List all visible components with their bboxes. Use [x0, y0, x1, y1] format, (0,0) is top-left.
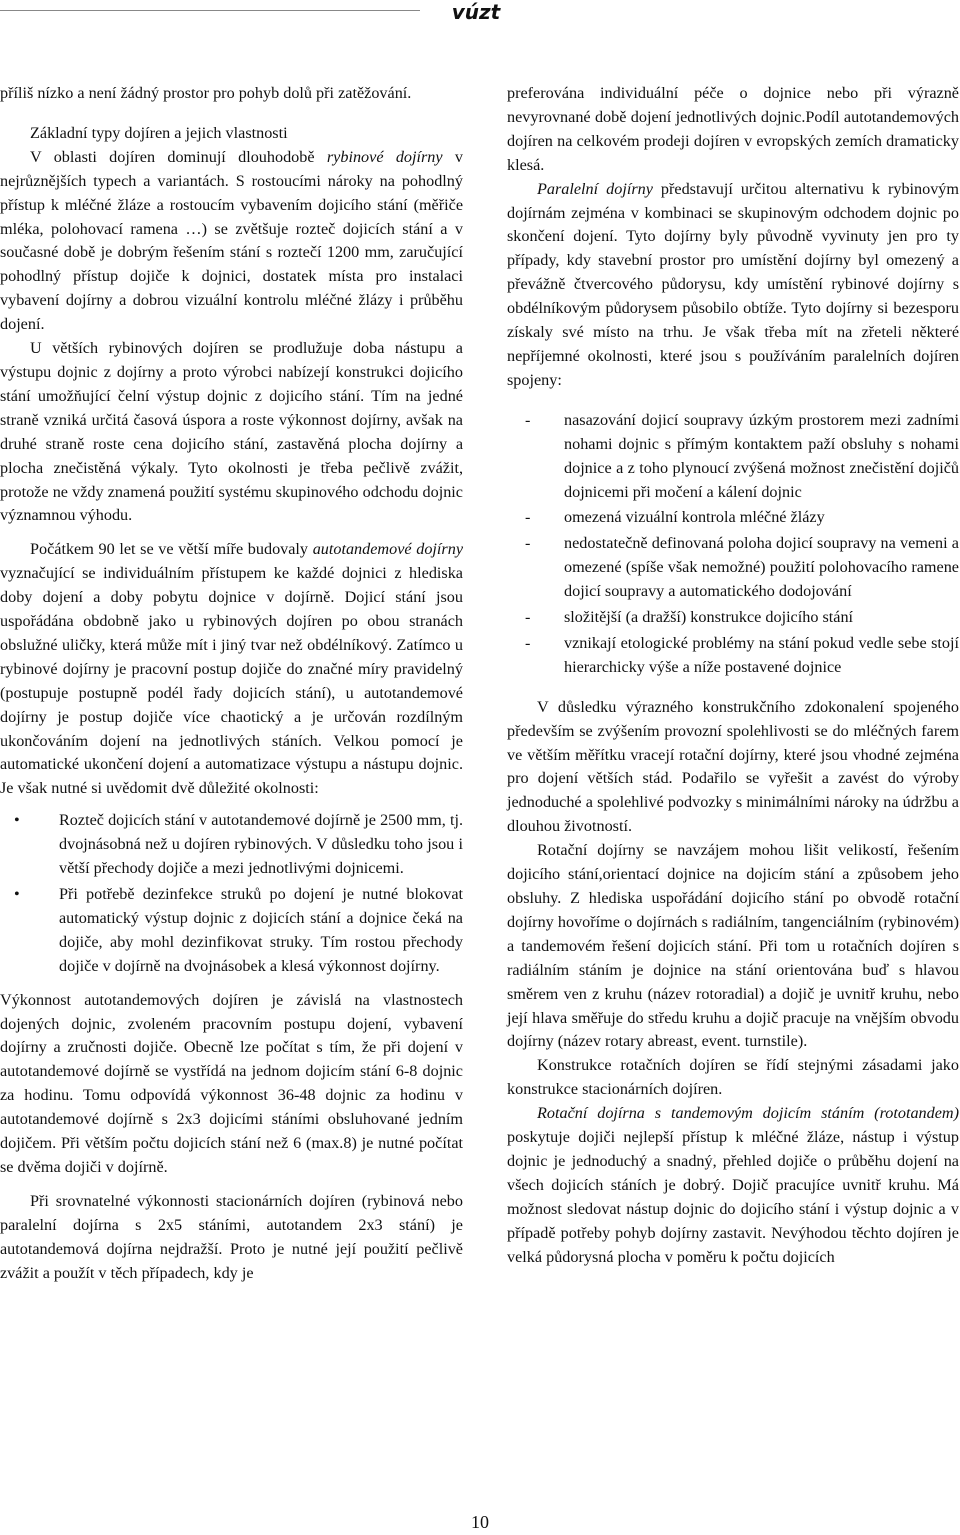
dash-item: [507, 409, 959, 505]
dash-item: [507, 532, 959, 604]
italic-term: autotandemové dojírny: [312, 540, 463, 559]
paragraph-intro-continuation: [0, 82, 463, 106]
text-run: V oblasti dojíren dominují dlouhodobě: [30, 147, 327, 166]
dash-marker: -: [525, 410, 531, 429]
dash-text: omezená vizuální kontrola mléčné žlázy: [564, 508, 825, 527]
italic-term: Paralelní dojírny: [537, 179, 653, 198]
dash-text: vznikají etologické problémy na stání pokud vedle sebe stojí hierarchicky výše a níže postavené dojnice: [564, 633, 959, 676]
text-run: Rotační dojírny se navzájem mohou lišit velikostí, řešením dojicího stání,orientací dojnice na dojicím stání a způsobem jeho obsluhy. Z hlediska uspořádání dojicího stání po obvodě rotační dojírny hovoříme o dojírnách s radiálním, tangenciálním (rybinovém) a tandemovém řešení dojicích stání. Při tom u rotačních dojíren s radiálním stáním je dojnice na stání orientována buď s hlavou směrem ven z kruhu (název rotoradial) a dojič je uvnitř kruhu, nebo její hlava směřuje do středu kruhu a dojič pracuje na vnějším obvodu dojírny (název rotary abreast, event. turnstile).: [507, 841, 959, 1051]
dash-list: [507, 409, 959, 680]
dash-text: nasazování dojicí soupravy úzkým prostorem mezi zadními nohami dojnic s přímým kontaktem paží obsluhy s nohami dojnice a z toho plynoucí zvýšená možnost znečistění dojičů dojnicemi při močení a kálení dojnic: [564, 410, 959, 501]
text-run: preferována individuální péče o dojnice nebo při výrazně nevyrovnané době dojení jednotlivých dojnic.Podíl autotandemových dojíren na celkovém prodeji dojíren v evropských zemích dramaticky klesá.: [507, 84, 959, 174]
dash-marker: -: [525, 534, 531, 553]
logo-text: vúzt: [451, 0, 501, 24]
text-run: poskytuje dojiči nejlepší přístup k mléčné žláze, nástup i výstup dojnic je jednoduchý a snadný, přehled dojiče o průběhu dojení na všech dojicích stáních je dobrý. Dojič pracujíce uvnitř kruhu. Má možnost sledovat nástup dojnic do dojicího stání i výstup dojnic a v případě potřeby pohyb dojírny zastavit. Nevýhodou těchto dojíren je velká půdorysná plocha v poměru k počtu dojicích: [507, 1128, 959, 1266]
text-run: Výkonnost autotandemových dojíren je závislá na vlastnostech dojených dojnic, zvoleném pracovním postupu dojení, vybavení dojírny a zručnosti dojiče. Obecně lze počítat s tím, že při dojení v autotandemové dojírně se vystřídá na jednom dojicím stání 6-8 dojnic za hodinu. Tomu odpovídá výkonnost 36-48 dojnic za hodinu v autotandemové dojírně s 2x3 dojicími stáními obsluhované jedním dojičem. Při větším počtu dojicích stání než 6 (max.8) je nutné počítat se dvěma dojiči v dojírně.: [0, 990, 463, 1176]
paragraph-rotacni-velikost: [507, 839, 959, 1054]
paragraph-autotandemove: [0, 538, 463, 801]
dash-item: [507, 506, 959, 530]
italic-term: rybinové dojírny: [326, 147, 443, 166]
bullet-marker: •: [14, 811, 20, 830]
paragraph-vykonnost: [0, 989, 463, 1180]
dash-item: [507, 606, 959, 630]
text-run: vyznačující se individuálním přístupem ke každé dojnici z hlediska doby dojení a doby pobytu dojnice v dojírně. Dojicí stání jsou uspořádána obdobně jako u rybinových dojíren po obou stranách obslužné uličky, která může mít i jiný tvar než obdélníkový. Zatímco u rybinové dojírny je pracovní postup dojiče do značné míry pravidelný (postupuje postupně podél řady dojicích stání), u autotandemové dojírny je postup dojiče více chaotický a je určován rozdílným ukončováním dojení na jednotlivých stáních. Velkou pomocí je automatické ukončení dojení a automatizace výstupu a nástupu dojnic. Je však nutné si uvědomit dvě důležité okolnosti:: [0, 564, 463, 798]
page-number: 10: [471, 1512, 489, 1532]
paragraph-rotacni-intro: [507, 696, 959, 839]
bullet-item: [0, 809, 463, 881]
dash-item: [507, 632, 959, 680]
bullet-text: Rozteč dojicích stání v autotandemové dojírně je 2500 mm, tj. dvojnásobná než u dojíren rybinových. V důsledku toho jsou i větší přechody dojiče a mezi jednotlivými dojnicemi.: [59, 811, 463, 878]
dash-text: nedostatečně definovaná poloha dojicí soupravy na vemeni a omezené (spíše však nemožné) použití polohovacího ramene dojicí soupravy a automatického dodojování: [564, 534, 959, 601]
paragraph-vetsi-rybinove: [0, 337, 463, 528]
bullet-item: [0, 883, 463, 979]
text-run: představují určitou alternativu k rybinovým dojírnám zejména v kombinaci se skupinovým odchodem dojnic po skončení dojení. Tyto dojírny byly původně vyvinuty jen pro ty případy, kdy stavební prostor pro umístění dojírny byl omezený a převážně čtvercového půdorysu, kdy umístění rybinové dojírny s obdélníkovým půdorysem působilo obtíže. Tyto dojírny si bezesporu získaly své místo na trhu. Je však třeba mít na zřeteli některé nepříjemné okolnosti, které jsou s používáním paralelních dojíren spojeny:: [507, 179, 959, 389]
paragraph-paralelni: [507, 178, 959, 393]
text-run: Při srovnatelné výkonnosti stacionárních dojíren (rybinová nebo paralelní dojírna s 2x5 stáními, autotandem 2x3 stání) je autotandemová dojírna nejdražší. Proto je nutné její použití pečlivě zvážit a použít v těch případech, kdy je: [0, 1191, 463, 1282]
paragraph-rybinove: [0, 146, 463, 337]
dash-marker: -: [525, 508, 531, 527]
text-run: Základní typy dojíren a jejich vlastnosti: [30, 123, 288, 142]
bullet-text: Při potřebě dezinfekce struků po dojení je nutné blokovat automatický výstup dojnic z dojicích stání a dojnice čeká na dojiče, aby mohl dezinfikovat struky. Tím rostou přechody dojiče v dojírně na dvojnásobek a klesá výkonnost dojírny.: [59, 885, 463, 975]
dash-marker: -: [525, 608, 531, 627]
paragraph-konstrukce: [507, 1054, 959, 1102]
text-run: příliš nízko a není žádný prostor pro pohyb dolů při zatěžování.: [0, 84, 412, 102]
left-column: [0, 82, 463, 1286]
vuzt-logo: [440, 0, 512, 24]
paragraph-preferovana: [507, 82, 959, 178]
dash-marker: -: [525, 633, 531, 652]
text-run: Konstrukce rotačních dojíren se řídí stejnými zásadami jako konstrukce stacionárních dojíren.: [507, 1056, 959, 1099]
text-run: U větších rybinových dojíren se prodlužuje doba nástupu a výstupu dojnic z dojírny a proto výrobci nabízejí konstrukci dojicího stání umožňující čelní výstup dojnic z dojicího stání. Tím na jedné straně vzniká určitá časová úspora a roste výkonnost dojírny, avšak na druhé straně roste cena dojicího stání, zastavěná plocha dojírny a plocha znečistěná výkaly. Tyto okolnosti je třeba pečlivě zvážit, protože ne vždy znamená použití systému skupinového odchodu dojnic významnou výhodu.: [0, 339, 463, 525]
right-column: [507, 82, 959, 1270]
bullet-list: [0, 809, 463, 978]
paragraph-rototandem: [507, 1102, 959, 1269]
section-heading: [0, 122, 463, 146]
italic-term: Rotační dojírna s tandemovým dojicím stáním (rototandem): [537, 1104, 959, 1123]
text-run: V důsledku výrazného konstrukčního zdokonalení spojeného především se zvýšením provozní spolehlivosti se do mléčných farem ve větším měřítku vracejí rotační dojírny, které jsou vhodné zejména pro dojení větších stád. Podařilo se vyřešit a zavést do výroby jednoduché a spolehlivé podvozky s minimálními nároky na údržbu a dlouhou životností.: [507, 697, 959, 836]
text-run: v nejrůznějších typech a variantách. S rostoucími nároky na pohodlný přístup k mléčné žláze a rostoucím vybavením dojicího stání (měřiče mléka, polohovací ramena …) se zvětšuje rozteč dojicích stání a v současné době je dobrým řešením stání s roztečí 1200 mm, zaručující pohodlný přístup dojiče k dojnici, dostatek místa pro instalaci vybavení dojírny a dobrou vizuální kontrolu mléčné žlázy i průběhu dojení.: [0, 147, 463, 334]
paragraph-srovnani: [0, 1190, 463, 1286]
text-run: Počátkem 90 let se ve větší míře budovaly: [30, 540, 313, 559]
dash-text: složitější (a dražší) konstrukce dojicího stání: [564, 608, 854, 627]
bullet-marker: •: [14, 885, 20, 903]
header-rule: [0, 10, 420, 11]
